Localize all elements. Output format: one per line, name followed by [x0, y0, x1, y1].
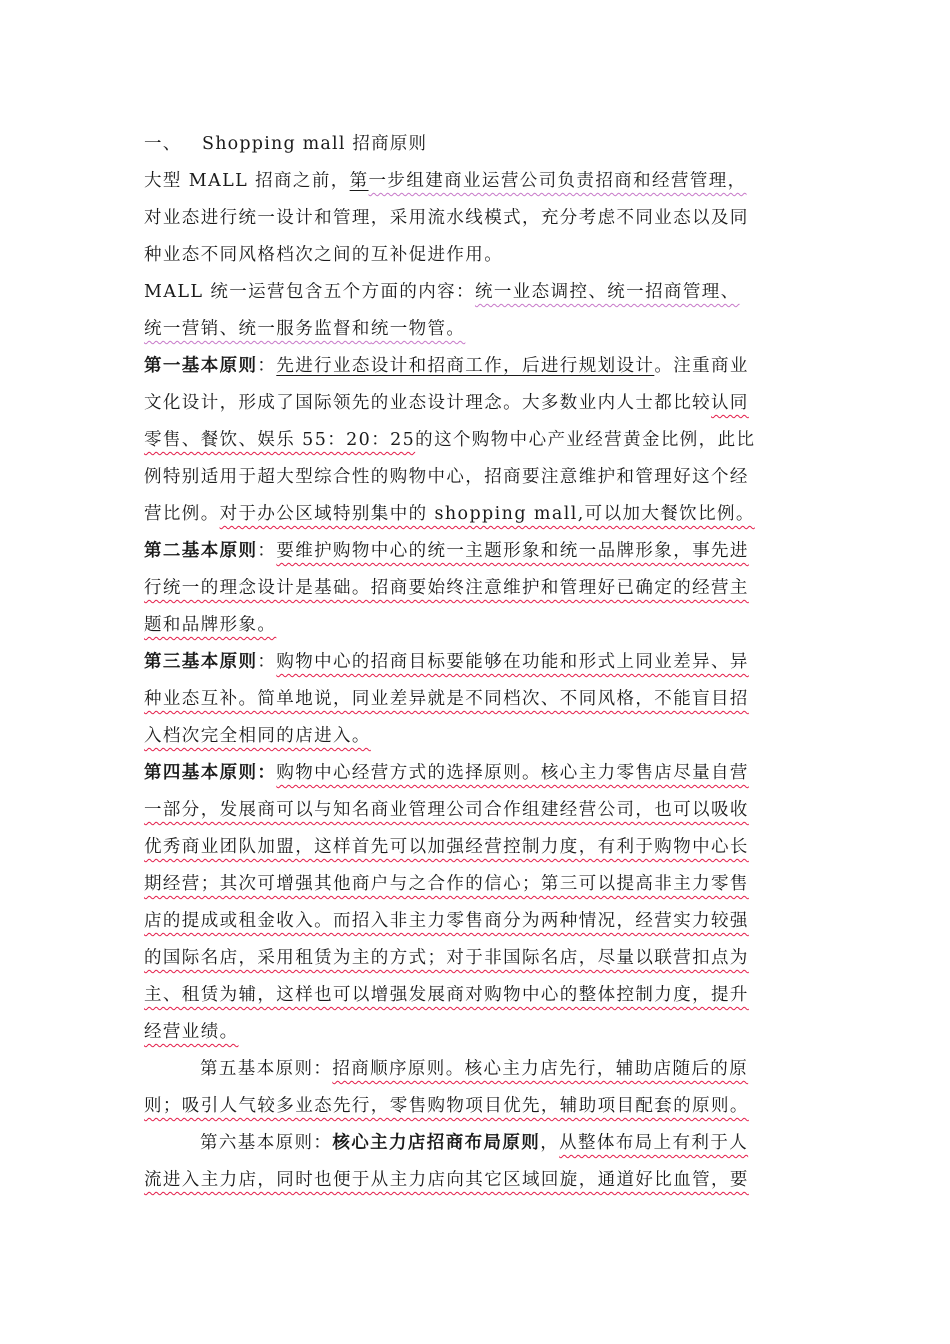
text-run: 统一业态调控、统一招商管理、	[474, 282, 740, 302]
text-line	[144, 681, 808, 718]
text-run: ：	[257, 541, 277, 561]
text-run: 行统一的理念设计是基础。招商要始终注意维护和管理好已确定的经营主	[144, 578, 749, 598]
text-line	[144, 903, 808, 940]
text-line	[144, 533, 808, 570]
text-run: 文化设计，形成了国际领先的业态设计理念。大多数业内人士都比较	[144, 393, 711, 413]
text-run: 题和品牌形象。	[144, 615, 277, 635]
text-line	[144, 348, 808, 385]
text-line	[144, 866, 808, 903]
text-line	[144, 1014, 808, 1051]
text-run: 的这个购物中心产业经营黄金比例，此比	[415, 430, 756, 450]
text-run: 先进行业态设计和招商工作，后进行规划设计	[276, 356, 655, 376]
text-line	[144, 940, 808, 977]
text-line	[144, 163, 808, 200]
heading-title: Shopping mall 招商原则	[202, 134, 428, 154]
principle-2	[144, 533, 808, 644]
principle-4	[144, 755, 808, 1051]
principle-label: 第三基本原则	[144, 652, 258, 672]
text-run: 零售、餐饮、娱乐 55：20：25	[144, 430, 416, 450]
text-run: 的国际名店，采用租赁为主的方式；对于非国际名店，尽量以联营扣点为	[144, 948, 749, 968]
text-line	[144, 829, 808, 866]
text-run: 营比例。	[144, 504, 220, 524]
principle-5	[144, 1051, 808, 1125]
text-line	[144, 792, 808, 829]
text-line	[144, 644, 808, 681]
text-line	[144, 718, 808, 755]
text-line	[144, 755, 808, 792]
text-run: 则；吸引人气较多业态先行，零售购物项目优先，辅助项目配套的原则。	[144, 1096, 749, 1116]
text-run: 第	[349, 171, 369, 191]
principle-label: 第一基本原则	[144, 356, 258, 376]
text-run: 对于办公区域特别集中的 shopping mall,可以加大餐饮比例。	[219, 504, 755, 524]
text-run: 一步组建商业运营公司负责招商和经营管理，	[368, 171, 747, 191]
text-run: 。注重商业	[654, 356, 749, 376]
principle-label: 第五基本原则：	[200, 1059, 333, 1079]
text-run: 种业态互补。简单地说，同业差异就是不同档次、不同风格，不能盲目招	[144, 689, 749, 709]
text-line	[144, 311, 808, 348]
text-line	[144, 1125, 808, 1162]
text-run: 流进入主力店，同时也便于从主力店向其它区域回旋，通道好比血管，要	[144, 1170, 749, 1190]
text-line: 例特别适用于超大型综合性的购物中心，招商要注意维护和管理好这个经	[144, 467, 749, 487]
text-run: 购物中心经营方式的选择原则。核心主力零售店尽量自营	[276, 763, 749, 783]
text-run: 要维护购物中心的统一主题形象和统一品牌形象，事先进	[276, 541, 749, 561]
text-run: ：	[257, 652, 277, 672]
text-run: MALL 统一运营包含五个方面的内容：	[144, 282, 475, 302]
intro-paragraph	[144, 163, 808, 274]
text-line	[144, 496, 808, 533]
text-line	[144, 385, 808, 422]
text-line: 对业态进行统一设计和管理，采用流水线模式，充分考虑不同业态以及同	[144, 208, 749, 228]
text-run: ，	[540, 1133, 560, 1153]
text-run: 一部分，发展商可以与知名商业管理公司合作组建经营公司，也可以吸收	[144, 800, 749, 820]
text-run: 大型 MALL 招商之前，	[144, 171, 350, 191]
text-run: 从整体布局上有利于人	[559, 1133, 749, 1153]
section-heading	[144, 126, 808, 163]
text-line	[144, 1088, 808, 1125]
unify-paragraph	[144, 274, 808, 348]
text-line	[144, 570, 808, 607]
text-line: 种业态不同风格档次之间的互补促进作用。	[144, 245, 504, 265]
text-run: 经营业绩。	[144, 1022, 239, 1042]
text-run: ：	[257, 356, 277, 376]
text-run: 店的提成或租金收入。而招入非主力零售商分为两种情况，经营实力较强	[144, 911, 749, 931]
principle-3	[144, 644, 808, 755]
principle-label: 第四基本原则：	[144, 763, 277, 783]
text-line	[144, 1051, 808, 1088]
heading-number: 一、	[144, 134, 182, 154]
text-run: 招商顺序原则。核心主力店先行，辅助店随后的原	[332, 1059, 749, 1079]
text-line	[144, 977, 808, 1014]
principle-1	[144, 348, 808, 533]
text-run: 核心主力店招商布局原则	[332, 1133, 541, 1153]
text-run: 统一物管。	[370, 319, 466, 339]
text-line	[144, 274, 808, 311]
text-run: 优秀商业团队加盟，这样首先可以加强经营控制力度，有利于购物中心长	[144, 837, 749, 857]
text-run: 主、租赁为辅，这样也可以增强发展商对购物中心的整体控制力度，提升	[144, 985, 749, 1005]
principle-label: 第六基本原则：	[200, 1133, 333, 1153]
principle-label: 第二基本原则	[144, 541, 258, 561]
text-line	[144, 1162, 808, 1199]
text-line	[144, 607, 808, 644]
text-run: 统一营销、统一服务监督和	[144, 319, 371, 339]
principle-6	[144, 1125, 808, 1199]
text-run: 期经营；其次可增强其他商户与之合作的信心；第三可以提高非主力零售	[144, 874, 749, 894]
text-run: 购物中心的招商目标要能够在功能和形式上同业差异、异	[276, 652, 749, 672]
text-run: 入档次完全相同的店进入。	[144, 726, 371, 746]
text-run: 认同	[711, 393, 749, 413]
text-line	[144, 422, 808, 459]
